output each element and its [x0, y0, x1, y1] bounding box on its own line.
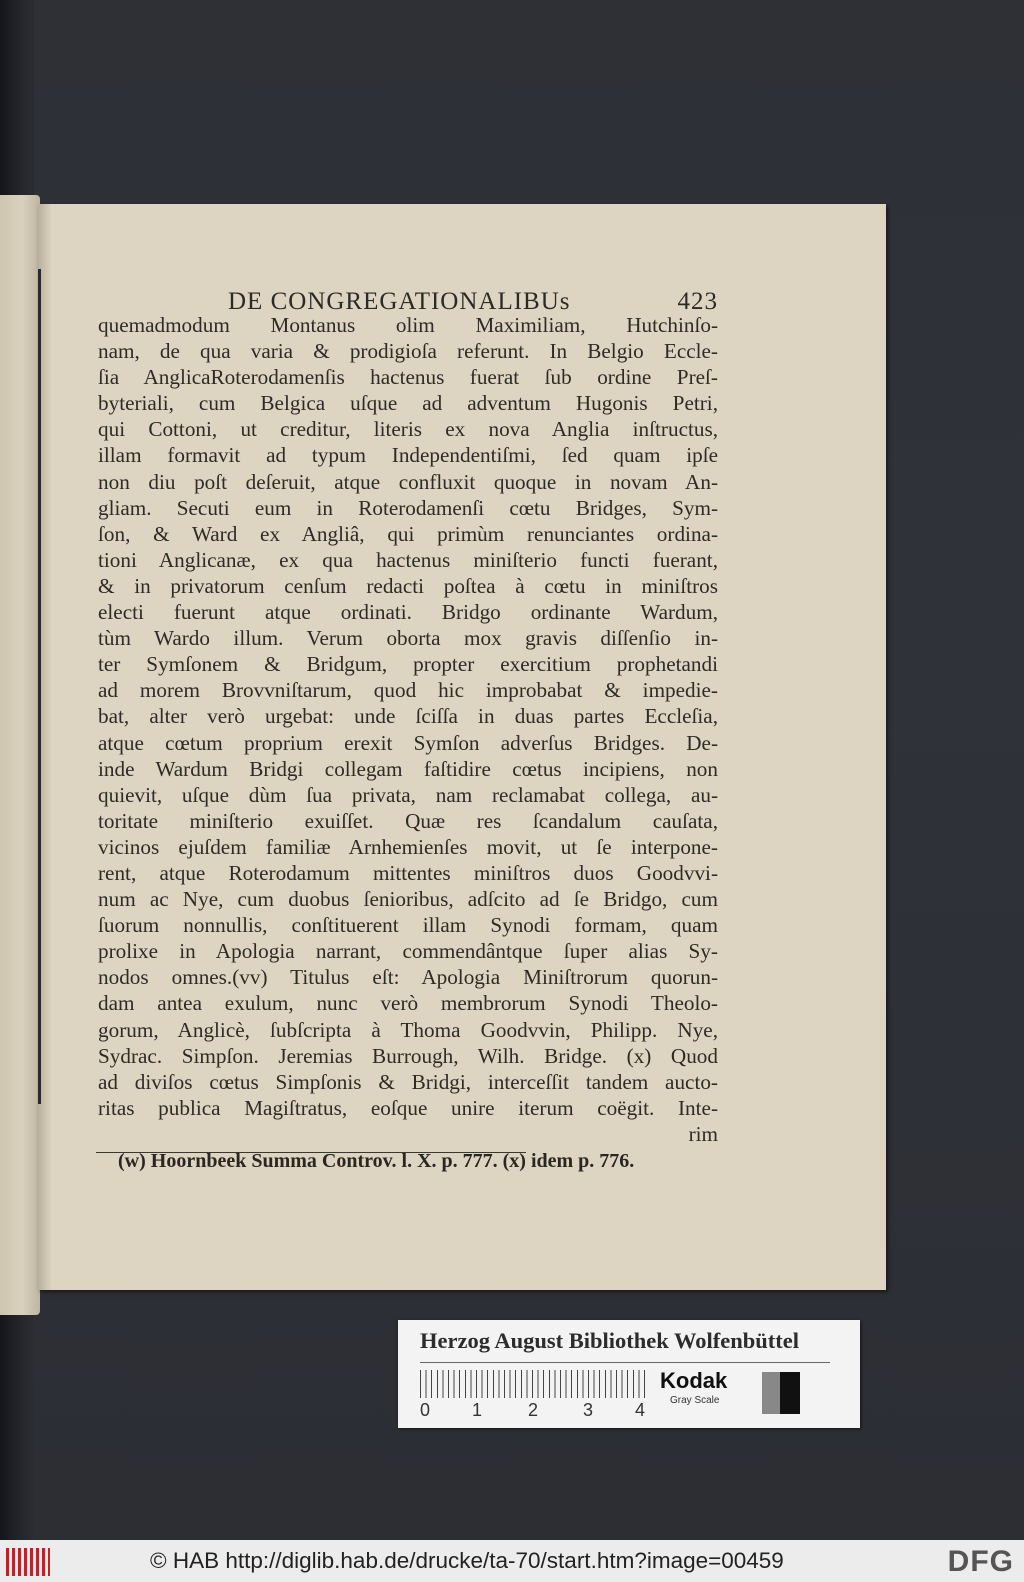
- text-line: ter Symſonem & Bridgum, propter exercitium prophetandi: [98, 652, 718, 677]
- text-line: ad morem Brovvniſtarum, quod hic improbabat & impedie-: [98, 678, 718, 703]
- dfg-logo: DFG: [947, 1545, 1014, 1578]
- hab-logo-icon: [6, 1548, 50, 1576]
- text-line: toritate miniſterio exuiſſet. Quæ res ſcandalum cauſata,: [98, 808, 718, 833]
- text-line: quievit, uſque dùm ſua privata, nam reclamabat collega, au-: [98, 782, 718, 807]
- text-line: gorum, Anglicè, ſubſcripta à Thoma Goodvvin, Philipp. Nye,: [98, 1017, 718, 1042]
- text-line: prolixe in Apologia narrant, commendântque ſuper alias Sy-: [98, 939, 718, 964]
- previous-page-edge: [0, 195, 40, 1315]
- library-label-card: [398, 1320, 860, 1428]
- text-line: & in privatorum cenſum redacti poſtea à cœtu in miniſtros: [98, 573, 718, 598]
- ruler-ticks: [420, 1370, 648, 1398]
- text-line: ritas publica Magiſtratus, eoſque unire iterum coëgit. Inte-: [98, 1095, 718, 1120]
- text-line: num ac Nye, cum duobus ſenioribus, adſcito ad ſe Bridgo, cum: [98, 887, 718, 912]
- ruler-scale: [420, 1370, 650, 1418]
- text-line: inde Wardum Bridgi collegam faſtidire cœtus incipiens, non: [98, 756, 718, 781]
- text-line: nodos omnes.(vv) Titulus eſt: Apologia Miniſtrorum quorun-: [98, 965, 718, 990]
- footnote: (w) Hoornbeek Summa Controv. l. X. p. 777. (x) idem p. 776.: [118, 1150, 635, 1172]
- gray-swatch: [762, 1372, 780, 1414]
- text-line: non diu poſt deſeruit, atque confluxit quoque in novam An-: [98, 469, 718, 494]
- gray-scale-caption: Gray Scale: [670, 1395, 720, 1406]
- text-line: atque cœtum proprium erexit Symſon adverſus Bridges. De-: [98, 730, 718, 755]
- scale-number: 3: [583, 1400, 594, 1420]
- text-line: dam antea exulum, nunc verò membrorum Synodi Theolo-: [98, 991, 718, 1016]
- scale-number: 1: [472, 1400, 483, 1420]
- text-line: rent, atque Roterodamum mittentes miniſtros duos Goodvvi-: [98, 860, 718, 885]
- scale-number: 2: [528, 1400, 539, 1420]
- text-line: ſuorum nonnullis, conſtituerent illam Synodi formam, quam: [98, 913, 718, 938]
- text-line: illam formavit ad typum Independentiſmi, ſed quam ipſe: [98, 443, 718, 468]
- text-line: Sydrac. Simpſon. Jeremias Burrough, Wilh. Bridge. (x) Quod: [98, 1043, 718, 1068]
- text-line: nam, de qua varia & prodigioſa referunt. In Belgio Eccle-: [98, 339, 718, 364]
- library-name: Herzog August Bibliothek Wolfenbüttel: [420, 1328, 799, 1353]
- scale-number: 0: [420, 1400, 431, 1420]
- kodak-brand: Kodak: [660, 1368, 728, 1393]
- text-line: gliam. Secuti eum in Roterodamenſi cœtu Bridges, Sym-: [98, 495, 718, 520]
- text-line: tioni Anglicanæ, ex qua hactenus miniſterio functi fuerant,: [98, 547, 718, 572]
- scale-number: 4: [635, 1400, 646, 1420]
- text-line: ad diviſos cœtus Simpſonis & Bridgi, interceſſit tandem aucto-: [98, 1069, 718, 1094]
- text-line: qui Cottoni, ut creditur, literis ex nova Anglia inſtructus,: [98, 417, 718, 442]
- source-url[interactable]: © HAB http://diglib.hab.de/drucke/ta-70/start.htm?image=00459: [150, 1548, 784, 1573]
- running-head-title: DE CONGREGATIONALIBUs: [228, 288, 571, 315]
- text-line: quemadmodum Montanus olim Maximiliam, Hutchinſo-: [98, 313, 718, 337]
- black-swatch: [780, 1372, 800, 1414]
- text-line: ſon, & Ward ex Angliâ, qui primùm renunciantes ordina-: [98, 521, 718, 546]
- text-line: ſia AnglicaRoterodamenſis hactenus fuerat ſub ordine Preſ-: [98, 365, 718, 390]
- text-line: tùm Wardo illum. Verum oborta mox gravis diſſenſio in-: [98, 626, 718, 651]
- text-line: electi fuerunt atque ordinati. Bridgo ordinante Wardum,: [98, 600, 718, 625]
- text-line: rim: [688, 1121, 718, 1146]
- text-line: bat, alter verò urgebat: unde ſciſſa in duas partes Eccleſia,: [98, 704, 718, 729]
- footer-bar: [0, 1540, 1024, 1582]
- text-line: byteriali, cum Belgica uſque ad adventum Hugonis Petri,: [98, 391, 718, 416]
- text-line: vicinos ejuſdem familiæ Arnhemienſes movit, ut ſe interpone-: [98, 834, 718, 859]
- body-text: [98, 312, 718, 1147]
- page-edge-line: [38, 269, 41, 1104]
- page-number: 423: [677, 288, 718, 315]
- label-divider: [420, 1362, 830, 1363]
- book-page: [38, 204, 886, 1290]
